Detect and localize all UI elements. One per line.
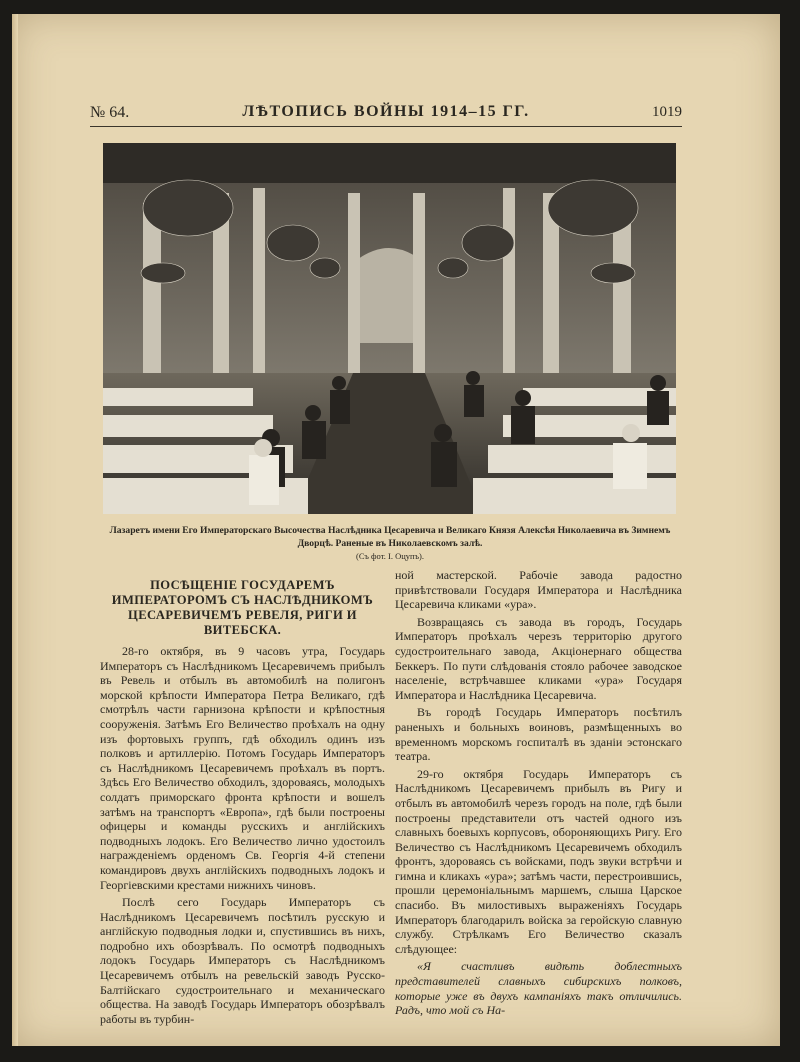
- page-header: [90, 100, 682, 127]
- paragraph: Въ городѣ Государь Императоръ посѣтилъ раненыхъ и больныхъ воиновъ, размѣщенныхъ во временномъ морскомъ госпиталѣ въ зданіи эстонскаго театра.: [395, 705, 682, 764]
- paragraph: 28-го октября, въ 9 часовъ утра, Государь Императоръ съ Наслѣдникомъ Цесаревичемъ прибылъ въ Ревель и отбылъ въ автомобилѣ на полигонъ морской крѣпости Императора Петра Великаго, гдѣ смотрѣлъ части гарнизона крѣпости и крѣпостныя сооруженія. Затѣмъ Его Величество проѣхалъ на одну изъ фортовыхъ группъ, гдѣ обходилъ одинъ изъ полковъ и артиллерію. Потомъ Государь Императоръ съ Наслѣдникомъ Цесаревичемъ проѣхалъ въ портъ. Здѣсь Его Величество обходилъ, здороваясь, молодыхъ солдатъ приморскаго фронта крѣпости и вошелъ затѣмъ на транспортъ «Европа», гдѣ были построены офицеры и команды русскихъ и англійскихъ подводныхъ лодокъ. Его Величество лично удостоилъ награжденіемъ орденомъ Св. Георгія 4-й степени командировъ двухъ англійскихъ подводныхъ лодокъ и Георгіевскими крестами нижнихъ чиновъ.: [100, 644, 385, 892]
- photo-caption: [96, 524, 684, 563]
- article-heading: ПОСѢЩЕНІЕ ГОСУДАРЕМЪ ИМПЕРАТОРОМЪ СЪ НАСЛѢДНИКОМЪ ЦЕСАРЕВИЧЕМЪ РЕВЕЛЯ, РИГИ И ВИТЕБСКА.: [111, 578, 374, 637]
- newspaper-page: [12, 14, 780, 1046]
- article-column-right: [395, 568, 682, 1018]
- hospital-hall-photo: [103, 143, 676, 514]
- photo-source: (Съ фот. І. Оцупъ).: [356, 551, 424, 561]
- paragraph: 29-го октября Государь Императоръ съ Наслѣдникомъ Цесаревичемъ прибылъ въ Ригу и отбылъ въ автомобилѣ черезъ городъ на поле, гдѣ были построены представители отъ частей одного изъ славныхъ боевыхъ корпусовъ, обороняющихъ Ригу. Его Величество съ Наслѣдникомъ Цесаревичемъ обходилъ фронтъ, здороваясь съ войсками, подъ звуки встрѣчи и гимна и кликахъ «ура»; затѣмъ части, перестроившись, прошли церемоніальнымъ маршемъ, слыша Царское спасибо. Въ милостивыхъ выраженіяхъ Государь Императоръ благодарилъ войска за геройскую славную службу. Стрѣлкамъ Его Величество сказалъ слѣдующее:: [395, 766, 682, 956]
- paragraph: ной мастерской. Рабочіе завода радостно привѣтствовали Государя Императора и Наслѣдника Цесаревича кликами «ура».: [395, 568, 682, 612]
- caption-text: Лазаретъ имени Его Императорскаго Высочества Наслѣдника Цесаревича и Великаго Князя Алексѣя Николаевича въ Зимнемъ Дворцѣ. Раненые въ Николаевскомъ залѣ.: [109, 525, 671, 549]
- quote-paragraph: «Я счастливъ видѣть доблестныхъ представителей славныхъ сибирскихъ полковъ, которые уже въ двухъ кампаніяхъ такъ отличились. Радъ, что мой съ На-: [395, 959, 682, 1018]
- paragraph: Послѣ сего Государь Императоръ съ Наслѣдникомъ Цесаревичемъ посѣтилъ русскую и англійскую подводныя лодки и, спустившись въ нихъ, подробно ихъ обозрѣвалъ. По осмотрѣ подводныхъ лодокъ Государь Императоръ съ Наслѣдникомъ Цесаревичемъ отбылъ на ревельскій заводъ Русско-Балтійскаго судостроительнаго и механическаго общества. На заводѣ Государь Императоръ обозрѣвалъ работы въ турбин-: [100, 895, 385, 1026]
- page-number: 1019: [652, 104, 682, 120]
- paragraph: Возвращаясь съ завода въ городъ, Государь Императоръ проѣхалъ черезъ территорію другого судостроительнаго завода, Акціонернаго общества Беккеръ. По пути слѣдованія стояло рабочее заводское населеніе, встрѣчавшее кликами «ура» Государя Императора и Наслѣдника Цесаревича.: [395, 614, 682, 702]
- issue-number: № 64.: [90, 104, 130, 121]
- article-column-left: [100, 578, 385, 1026]
- journal-title: ЛѢТОПИСЬ ВОЙНЫ 1914–15 ГГ.: [242, 103, 530, 120]
